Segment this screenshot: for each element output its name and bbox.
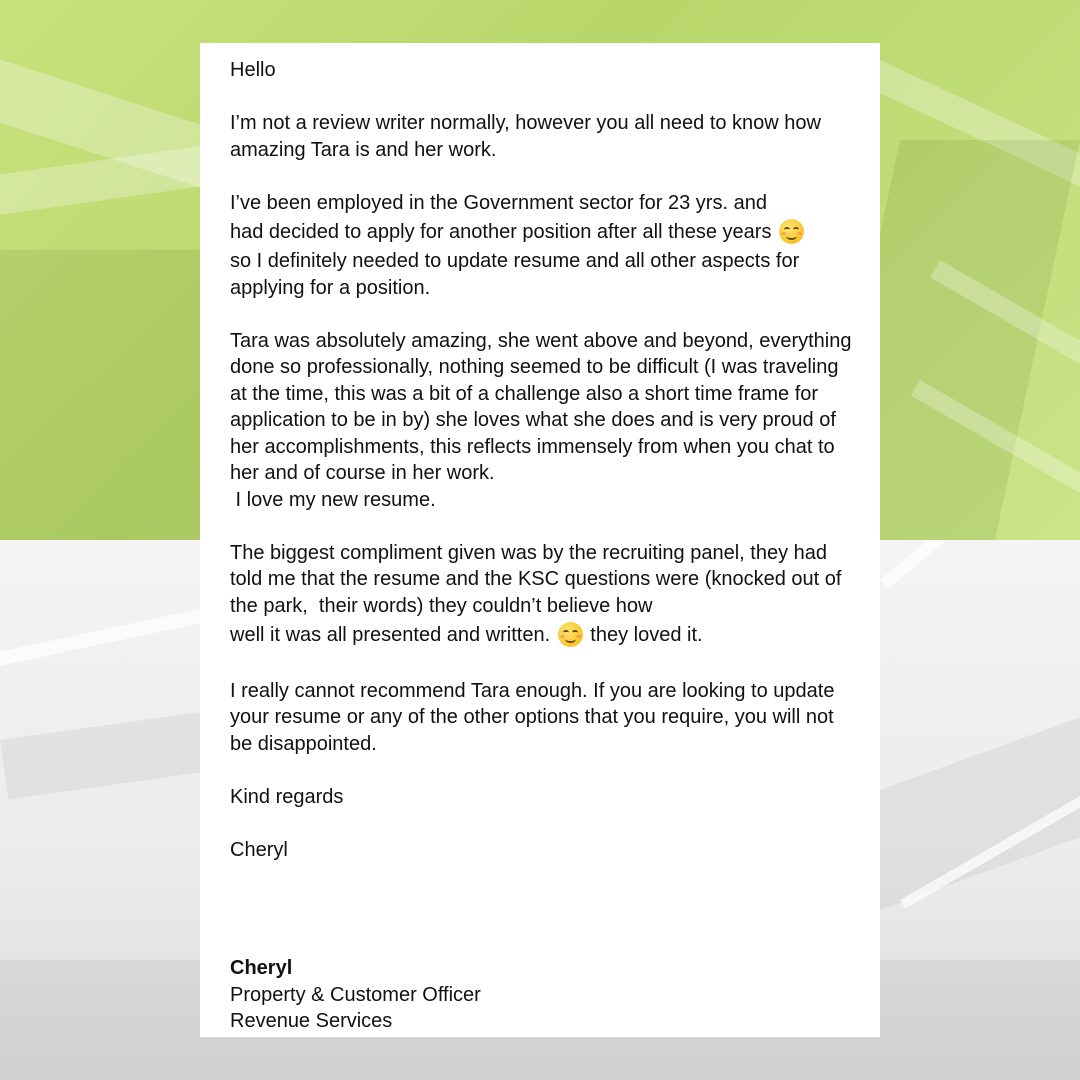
paragraph-4-line-2: well it was all presented and written. — [230, 624, 551, 646]
paragraph-4 — [230, 540, 860, 652]
paragraph-2-line-2: had decided to apply for another position after all these years — [230, 221, 772, 243]
letter-body — [230, 57, 860, 863]
greeting: Hello — [230, 59, 276, 81]
paragraph-3 — [230, 328, 860, 514]
paragraph-2 — [230, 190, 860, 302]
paragraph-5: I really cannot recommend Tara enough. If you are looking to update your resume or any of the other options that you require, you will not be disappointed. — [230, 679, 835, 755]
paragraph-4-main: The biggest compliment given was by the recruiting panel, they had told me that the resume and the KSC questions were (knocked out of the park, their words) they couldn’t believe how — [230, 541, 848, 617]
smiling-face-icon — [558, 622, 583, 647]
testimonial-card — [200, 43, 880, 1037]
paragraph-2-line-1: I’ve been employed in the Government sector for 23 yrs. and — [230, 191, 767, 214]
signature-block — [230, 955, 481, 1035]
signature-name: Cheryl — [230, 957, 293, 979]
paragraph-2-line-3: so I definitely needed to update resume and all other aspects for applying for a position. — [230, 250, 800, 299]
signature-title: Property & Customer Officer — [230, 983, 481, 1006]
paragraph-1: I’m not a review writer normally, however you all need to know how amazing Tara is and her work. — [230, 112, 821, 161]
paragraph-3-end: I love my new resume. — [230, 488, 436, 511]
signoff: Cheryl — [230, 838, 288, 861]
smiling-face-icon — [779, 219, 804, 244]
closing: Kind regards — [230, 785, 344, 808]
paragraph-4-line-3: they loved it. — [590, 624, 703, 646]
paragraph-3-main: Tara was absolutely amazing, she went above and beyond, everything done so professionally, nothing seemed to be difficult (I was traveling at the time, this was a bit of a challenge also a short time frame for application to be in by) she loves what she does and is very proud of her accomplishments, this reflects immensely from when you chat to her and of course in her work. — [230, 329, 852, 484]
signature-department: Revenue Services — [230, 1010, 393, 1032]
